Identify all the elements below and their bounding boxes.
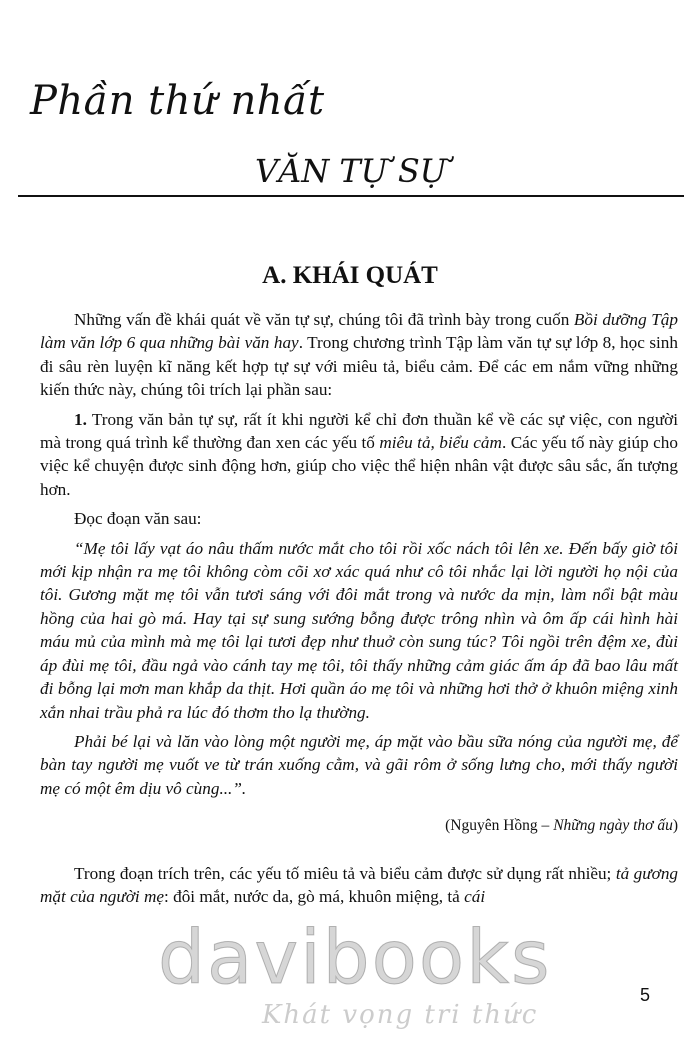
- quote-paragraph-1: “Mẹ tôi lấy vạt áo nâu thấm nước mắt cho tôi rồi xốc nách tôi lên xe. Đến bấy giờ tôi mới kịp nhận ra mẹ tôi không còm cõi xơ xác quá như cô tôi nhắc lại lời người họ nội của tôi. Gương mặt mẹ tôi vẫn tươi sáng với đôi mắt trong và nước da mịn, làm nổi bật màu hồng của hai gò má. Hay tại sự sung sướng bỗng được trông nhìn và ôm ấp cái hình hài máu mủ của mình mà mẹ tôi lại tươi đẹp như thuở còn sung túc? Tôi ngồi trên đệm xe, đùi áp đùi mẹ tôi, đầu ngả vào cánh tay mẹ tôi, tôi thấy những cảm giác ấm áp đã bao lâu mất đi bỗng lại mơn man khắp da thịt. Hơi quần áo mẹ tôi và những hơi thở ở khuôn miệng xinh xắn nhai trầu phả ra lúc đó thơm tho lạ thường.: [40, 538, 678, 722]
- part-title: Phần thứ nhất: [30, 78, 325, 124]
- quote-source: (Nguyên Hồng – Những ngày thơ ấu): [445, 817, 678, 835]
- paragraph-analysis: Trong đoạn trích trên, các yếu tố miêu tả và biểu cảm được sử dụng rất nhiều; tả gương mặt của người mẹ: đôi mắt, nước da, gò má, khuôn miệng, tả cái: [40, 863, 679, 906]
- paragraph-point-1: 1. Trong văn bản tự sự, rất ít khi người kể chỉ đơn thuần kể về các sự việc, con người mà trong quá trình kể thường đan xen các yếu tố miêu tả, biểu cảm. Các yếu tố này giúp cho việc kể chuyện được sinh động hơn, giúp cho việc thể hiện nhân vật được sâu sắc, ấn tượng hơn.: [40, 409, 678, 499]
- section-title: VĂN TỰ SỰ: [255, 152, 447, 190]
- watermark-slogan: Khát vọng tri thức: [262, 1000, 539, 1030]
- quote-paragraph-2: Phải bé lại và lăn vào lòng một người mẹ, áp mặt vào bầu sữa nóng của người mẹ, để bàn tay người mẹ vuốt ve từ trán xuống cằm, và gãi rôm ở sống lưng cho, mới thấy người mẹ có một êm dịu vô cùng...”.: [40, 731, 678, 798]
- body-text: [40, 308, 678, 914]
- page-number: 5: [640, 985, 651, 1005]
- chapter-heading: A. KHÁI QUÁT: [262, 262, 438, 289]
- paragraph-read-prompt: Đọc đoạn văn sau:: [74, 509, 202, 529]
- title-divider: [18, 195, 684, 197]
- paragraph-intro: Những vấn đề khái quát về văn tự sự, chúng tôi đã trình bày trong cuốn Bồi dưỡng Tập làm văn lớp 6 qua những bài văn hay. Trong chương trình Tập làm văn tự sự lớp 8, học sinh đi sâu rèn luyện kĩ năng kết hợp tự sự với miêu tả, biểu cảm. Để các em nắm vững những kiến thức này, chúng tôi trích lại phần sau:: [40, 310, 678, 400]
- watermark-brand: davibooks: [158, 915, 552, 1001]
